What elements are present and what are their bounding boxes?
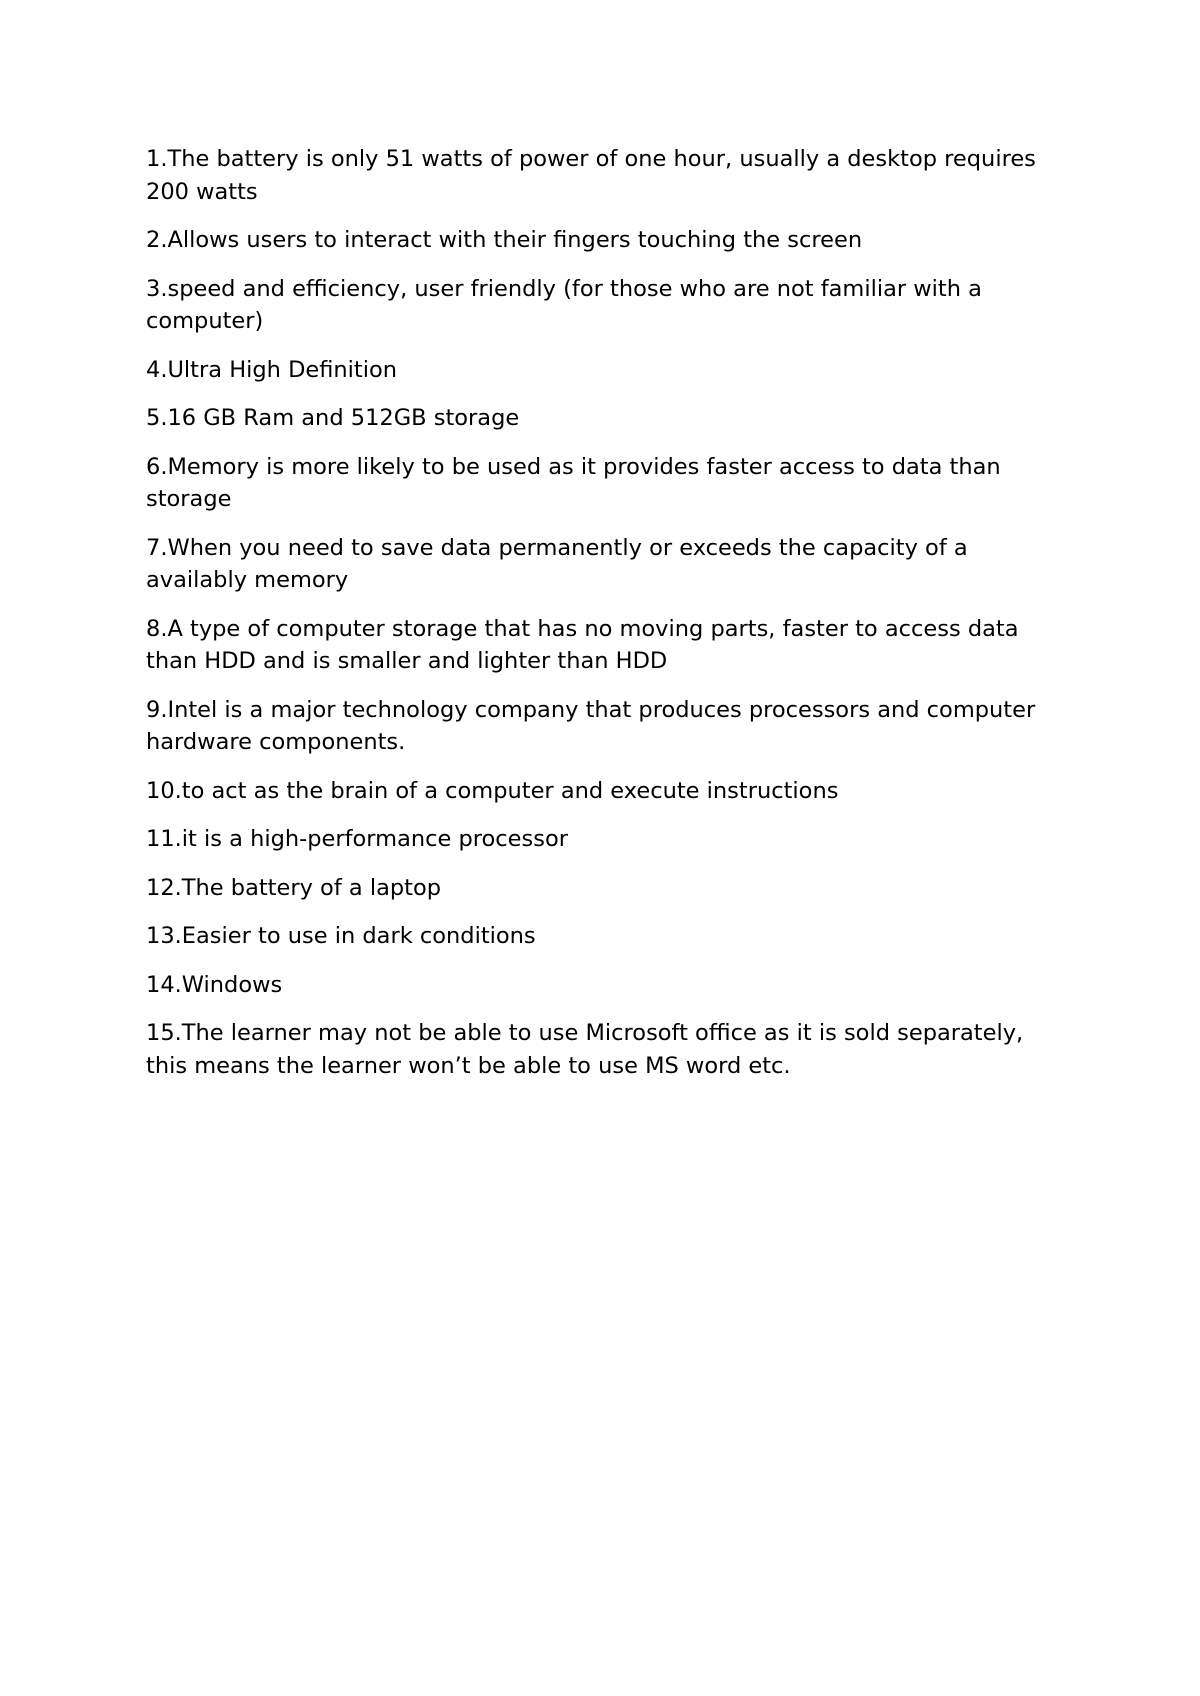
answer-item-13: 13.Easier to use in dark conditions	[146, 923, 536, 949]
answer-item-12: 12.The battery of a laptop	[146, 874, 442, 901]
answer-item-15: 15.The learner may not be able to use Microsoft office as it is sold separately, this means the learner won’t be able to use MS word etc.	[146, 1020, 1024, 1079]
answer-item-10: 10.to act as the brain of a computer and execute instructions	[146, 777, 839, 804]
answer-item-4: 4.Ultra High Definition	[146, 356, 398, 383]
answer-item-8: 8.A type of computer storage that has no moving parts, faster to access data than HDD and is smaller and lighter than HDD	[146, 615, 1019, 674]
answer-item-9: 9.Intel is a major technology company that produces processors and computer hardware components.	[146, 696, 1036, 755]
answer-item-6: 6.Memory is more likely to be used as it provides faster access to data than storage	[146, 453, 1001, 512]
answer-item-2: 2.Allows users to interact with their fingers touching the screen	[146, 227, 863, 253]
answer-item-3: 3.speed and efficiency, user friendly (for those who are not familiar with a computer)	[146, 275, 982, 334]
answer-item-7: 7.When you need to save data permanently or exceeds the capacity of a availably memory	[146, 534, 968, 593]
answer-item-1: 1.The battery is only 51 watts of power of one hour, usually a desktop requires 200 watts	[146, 146, 1036, 205]
answer-list	[146, 143, 1050, 1082]
answer-item-14: 14.Windows	[146, 971, 283, 998]
answer-item-5: 5.16 GB Ram and 512GB storage	[146, 405, 520, 431]
answer-item-11: 11.it is a high-performance processor	[146, 826, 568, 852]
